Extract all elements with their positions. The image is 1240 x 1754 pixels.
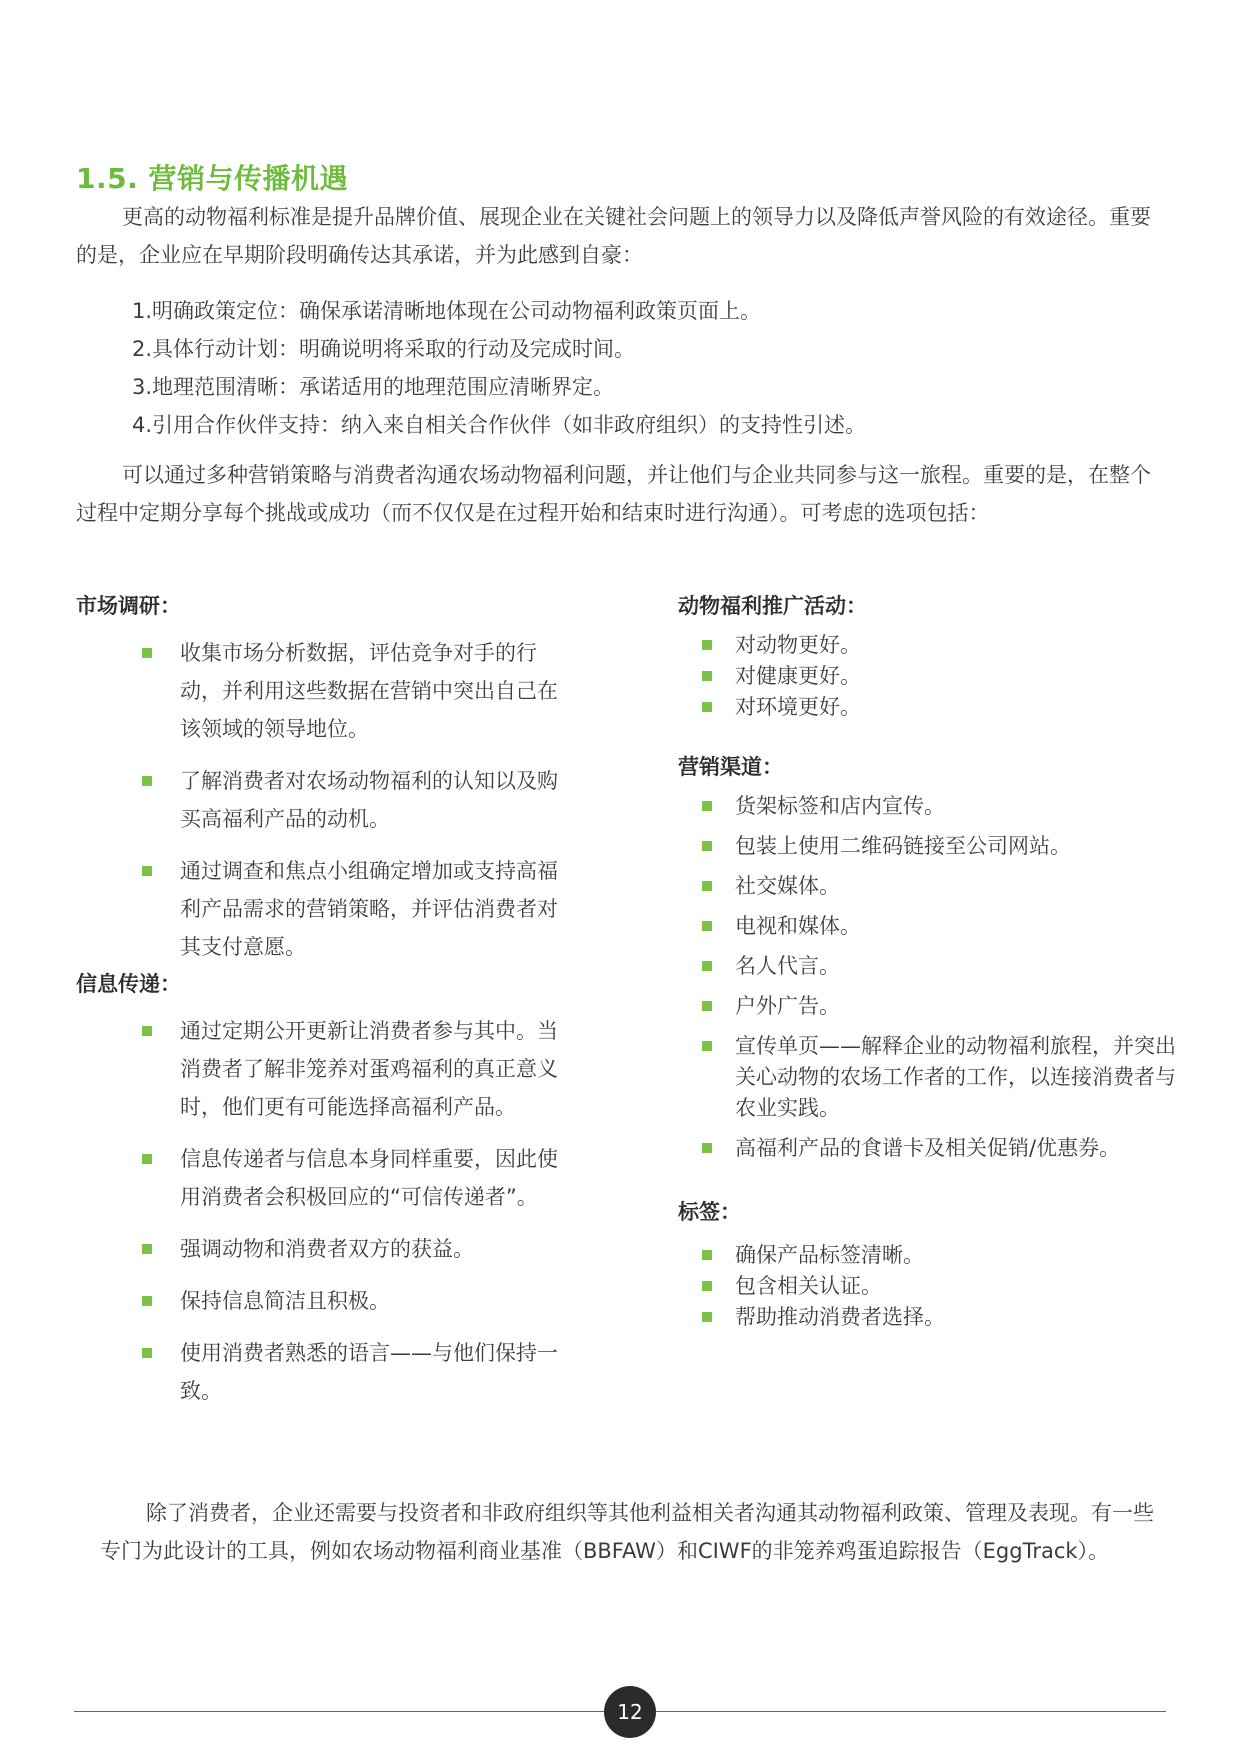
bullet-square-icon: [702, 1281, 712, 1291]
commitment-item: 2.具体行动计划：明确说明将采取的行动及完成时间。: [132, 337, 636, 361]
list-item-text: 对环境更好。: [735, 695, 861, 719]
list-item: [678, 991, 1183, 1022]
bullet-square-icon: [702, 702, 712, 712]
list-item: [678, 1271, 1183, 1302]
commitment-list: [132, 292, 866, 444]
list-item-text: 确保产品标签清晰。: [735, 1243, 924, 1267]
list-item: [678, 911, 1183, 942]
labels-list: [678, 1240, 1183, 1333]
bullet-square-icon: [702, 1001, 712, 1011]
list-item-text: 帮助推动消费者选择。: [735, 1305, 945, 1329]
list-item-text: 户外广告。: [735, 994, 840, 1018]
bullet-square-icon: [702, 921, 712, 931]
bullet-square-icon: [142, 866, 152, 876]
closing-paragraph: 除了消费者，企业还需要与投资者和非政府组织等其他利益相关者沟通其动物福利政策、管理及表现。有一些专门为此设计的工具，例如农场动物福利商业基准（BBFAW）和CIWF的非笼养鸡蛋追踪报告（EggTrack）。: [100, 1501, 1154, 1563]
list-item-text: 名人代言。: [735, 954, 840, 978]
left-column: [76, 592, 576, 1424]
list-item-text: 了解消费者对农场动物福利的认知以及购买高福利产品的动机。: [180, 769, 558, 831]
strategy-paragraph: 可以通过多种营销策略与消费者沟通农场动物福利问题，并让他们与企业共同参与这一旅程。重要的是，在整个过程中定期分享每个挑战或成功（而不仅仅是在过程开始和结束时进行沟通）。可考虑的选项包括：: [76, 463, 1151, 525]
list-item-text: 信息传递者与信息本身同样重要，因此使用消费者会积极回应的“可信传递者”。: [180, 1147, 558, 1209]
list-item-text: 包装上使用二维码链接至公司网站。: [735, 834, 1071, 858]
page-title: 1.5. 营销与传播机遇: [76, 161, 348, 195]
list-item-text: 保持信息简洁且积极。: [180, 1289, 390, 1313]
list-item-text: 对健康更好。: [735, 664, 861, 688]
channels-list: [678, 791, 1183, 1164]
bullet-square-icon: [702, 841, 712, 851]
list-item: [76, 1012, 576, 1126]
list-item-text: 货架标签和店内宣传。: [735, 794, 945, 818]
list-item: [678, 1240, 1183, 1271]
bullet-square-icon: [142, 1244, 152, 1254]
list-item: [678, 1302, 1183, 1333]
commitment-item: 1.明确政策定位：确保承诺清晰地体现在公司动物福利政策页面上。: [132, 299, 762, 323]
list-item: [76, 852, 576, 966]
list-item: [76, 1334, 576, 1410]
channels-heading: 营销渠道：: [678, 755, 783, 779]
list-item-text: 社交媒体。: [735, 874, 840, 898]
right-column: [678, 592, 1183, 1333]
list-item-text: 宣传单页——解释企业的动物福利旅程，并突出关心动物的农场工作者的工作，以连接消费者与农业实践。: [735, 1034, 1176, 1120]
bullet-square-icon: [702, 1312, 712, 1322]
market-research-heading: 市场调研：: [76, 594, 181, 618]
list-item-text: 包含相关认证。: [735, 1274, 882, 1298]
campaigns-heading: 动物福利推广活动：: [678, 594, 867, 618]
list-item: [76, 1282, 576, 1320]
list-item: [678, 630, 1183, 661]
intro-paragraph: 更高的动物福利标准是提升品牌价值、展现企业在关键社会问题上的领导力以及降低声誉风险的有效途径。重要的是，企业应在早期阶段明确传达其承诺，并为此感到自豪：: [76, 205, 1151, 267]
list-item: [678, 1133, 1183, 1164]
messaging-heading: 信息传递：: [76, 972, 181, 996]
list-item: [678, 692, 1183, 723]
list-item-text: 对动物更好。: [735, 633, 861, 657]
list-item: [678, 1031, 1183, 1124]
bullet-square-icon: [702, 1143, 712, 1153]
bullet-square-icon: [142, 1296, 152, 1306]
commitment-item: 4.引用合作伙伴支持：纳入来自相关合作伙伴（如非政府组织）的支持性引述。: [132, 413, 867, 437]
list-item: [678, 791, 1183, 822]
list-item: [678, 661, 1183, 692]
bullet-square-icon: [702, 671, 712, 681]
bullet-square-icon: [702, 881, 712, 891]
bullet-square-icon: [702, 640, 712, 650]
list-item-text: 通过调查和焦点小组确定增加或支持高福利产品需求的营销策略，并评估消费者对其支付意愿。: [180, 859, 558, 959]
list-item-text: 使用消费者熟悉的语言——与他们保持一致。: [180, 1341, 558, 1403]
list-item-text: 高福利产品的食谱卡及相关促销/优惠券。: [735, 1136, 1121, 1160]
bullet-square-icon: [142, 1348, 152, 1358]
list-item: [678, 871, 1183, 902]
list-item-text: 通过定期公开更新让消费者参与其中。当消费者了解非笼养对蛋鸡福利的真正意义时，他们更有可能选择高福利产品。: [180, 1019, 558, 1119]
labels-heading: 标签：: [678, 1200, 741, 1224]
list-item: [76, 1140, 576, 1216]
messaging-list: [76, 1012, 576, 1410]
bullet-square-icon: [702, 801, 712, 811]
list-item: [76, 634, 576, 748]
bullet-square-icon: [142, 776, 152, 786]
list-item: [678, 831, 1183, 862]
commitment-item: 3.地理范围清晰：承诺适用的地理范围应清晰界定。: [132, 375, 615, 399]
page-number-badge: 12: [604, 1686, 656, 1738]
bullet-square-icon: [142, 648, 152, 658]
campaigns-list: [678, 630, 1183, 723]
market-research-list: [76, 634, 576, 966]
list-item-text: 电视和媒体。: [735, 914, 861, 938]
list-item: [76, 1230, 576, 1268]
list-item-text: 强调动物和消费者双方的获益。: [180, 1237, 474, 1261]
list-item: [678, 951, 1183, 982]
list-item: [76, 762, 576, 838]
bullet-square-icon: [702, 1041, 712, 1051]
bullet-square-icon: [142, 1154, 152, 1164]
bullet-square-icon: [702, 961, 712, 971]
list-item-text: 收集市场分析数据，评估竞争对手的行动，并利用这些数据在营销中突出自己在该领域的领导地位。: [180, 641, 558, 741]
bullet-square-icon: [142, 1026, 152, 1036]
bullet-square-icon: [702, 1250, 712, 1260]
